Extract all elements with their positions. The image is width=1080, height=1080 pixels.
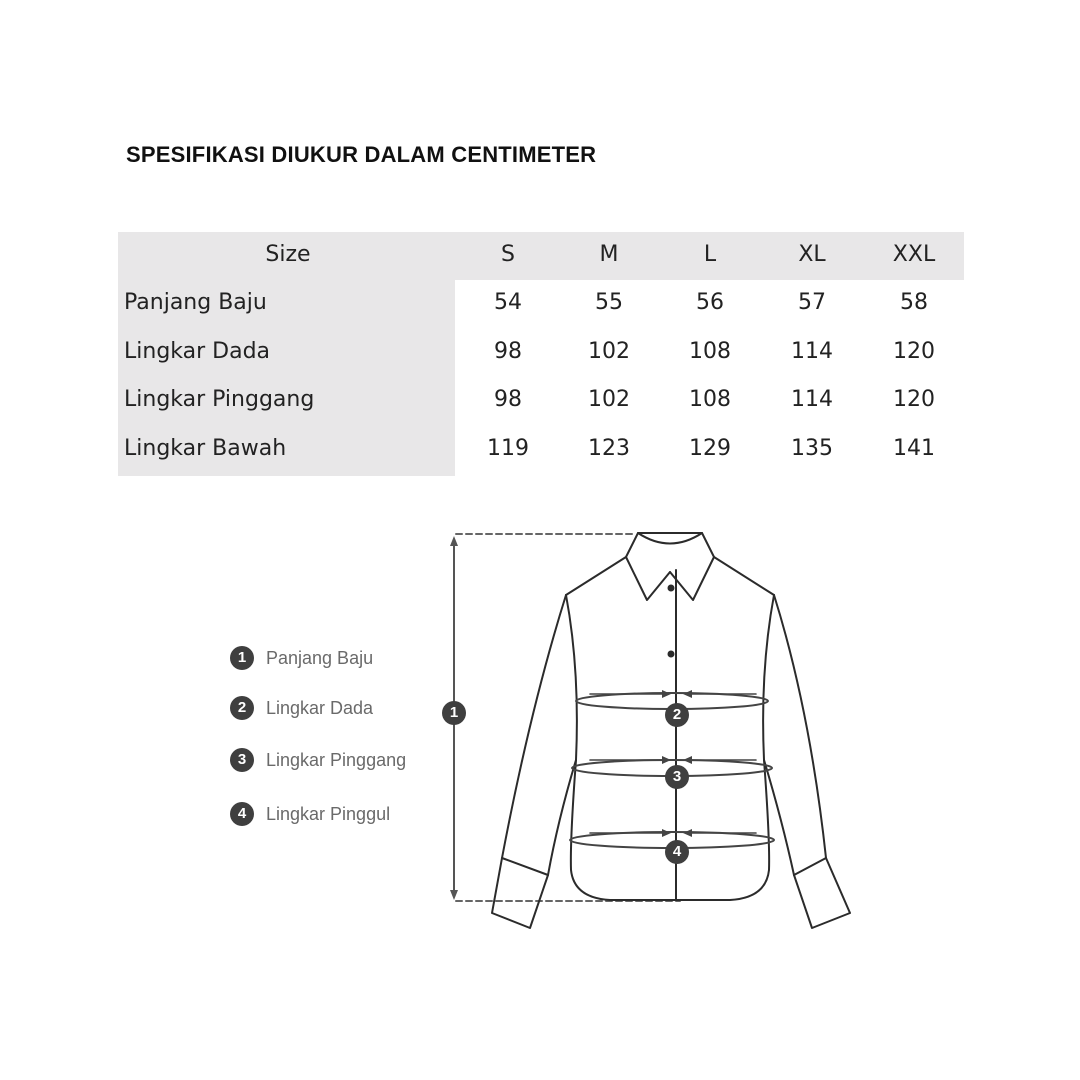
table-cell: 108 xyxy=(689,387,731,412)
table-cell: 120 xyxy=(893,387,935,412)
size-header-s: S xyxy=(501,242,515,267)
waist-marker-icon: 3 xyxy=(665,765,689,789)
table-cell: 102 xyxy=(588,339,630,364)
table-cell: 114 xyxy=(791,387,833,412)
page-title: SPESIFIKASI DIUKUR DALAM CENTIMETER xyxy=(126,142,597,167)
legend-item-lingkar-dada xyxy=(230,696,373,724)
row-label: Lingkar Pinggang xyxy=(124,387,315,412)
table-cell: 54 xyxy=(494,290,522,315)
number-badge-icon: 4 xyxy=(230,802,254,826)
number-badge-icon: 1 xyxy=(230,646,254,670)
table-cell: 108 xyxy=(689,339,731,364)
legend-label: Lingkar Pinggul xyxy=(266,803,391,824)
table-cell: 58 xyxy=(900,290,928,315)
number-badge-icon: 2 xyxy=(230,696,254,720)
hip-marker-icon: 4 xyxy=(665,840,689,864)
row-label: Panjang Baju xyxy=(124,290,267,315)
table-cell: 129 xyxy=(689,436,731,461)
table-cell: 98 xyxy=(494,339,522,364)
table-cell: 123 xyxy=(588,436,630,461)
shirt-measurement-diagram xyxy=(430,520,870,944)
legend-label: Lingkar Pinggang xyxy=(266,749,407,770)
table-cell: 56 xyxy=(696,290,724,315)
size-header-xl: XL xyxy=(798,242,826,267)
table-cell: 57 xyxy=(798,290,826,315)
size-header-label: Size xyxy=(265,242,311,267)
table-row xyxy=(118,280,964,328)
chest-marker-icon: 2 xyxy=(665,703,689,727)
length-marker-icon: 1 xyxy=(442,701,466,725)
legend-label: Lingkar Dada xyxy=(266,697,374,718)
size-header-xxl: XXL xyxy=(892,242,936,267)
row-label: Lingkar Bawah xyxy=(124,436,287,461)
legend-label: Panjang Baju xyxy=(266,647,374,668)
table-row xyxy=(118,329,964,377)
size-header-l: L xyxy=(703,242,717,267)
table-cell: 114 xyxy=(791,339,833,364)
table-cell: 120 xyxy=(893,339,935,364)
table-row xyxy=(118,377,964,425)
row-label: Lingkar Dada xyxy=(124,339,271,364)
number-badge-icon: 3 xyxy=(230,748,254,772)
table-cell: 141 xyxy=(893,436,935,461)
size-chart-table xyxy=(118,232,964,476)
table-cell: 55 xyxy=(595,290,623,315)
shirt-outline-icon xyxy=(430,520,870,940)
table-cell: 102 xyxy=(588,387,630,412)
legend-item-panjang-baju xyxy=(230,646,373,674)
table-cell: 135 xyxy=(791,436,833,461)
table-cell: 119 xyxy=(487,436,529,461)
table-cell: 98 xyxy=(494,387,522,412)
legend-item-lingkar-pinggul xyxy=(230,802,390,830)
size-header-m: M xyxy=(599,242,619,267)
table-header-row xyxy=(118,232,964,280)
table-row xyxy=(118,426,964,474)
legend-item-lingkar-pinggang xyxy=(230,748,406,776)
